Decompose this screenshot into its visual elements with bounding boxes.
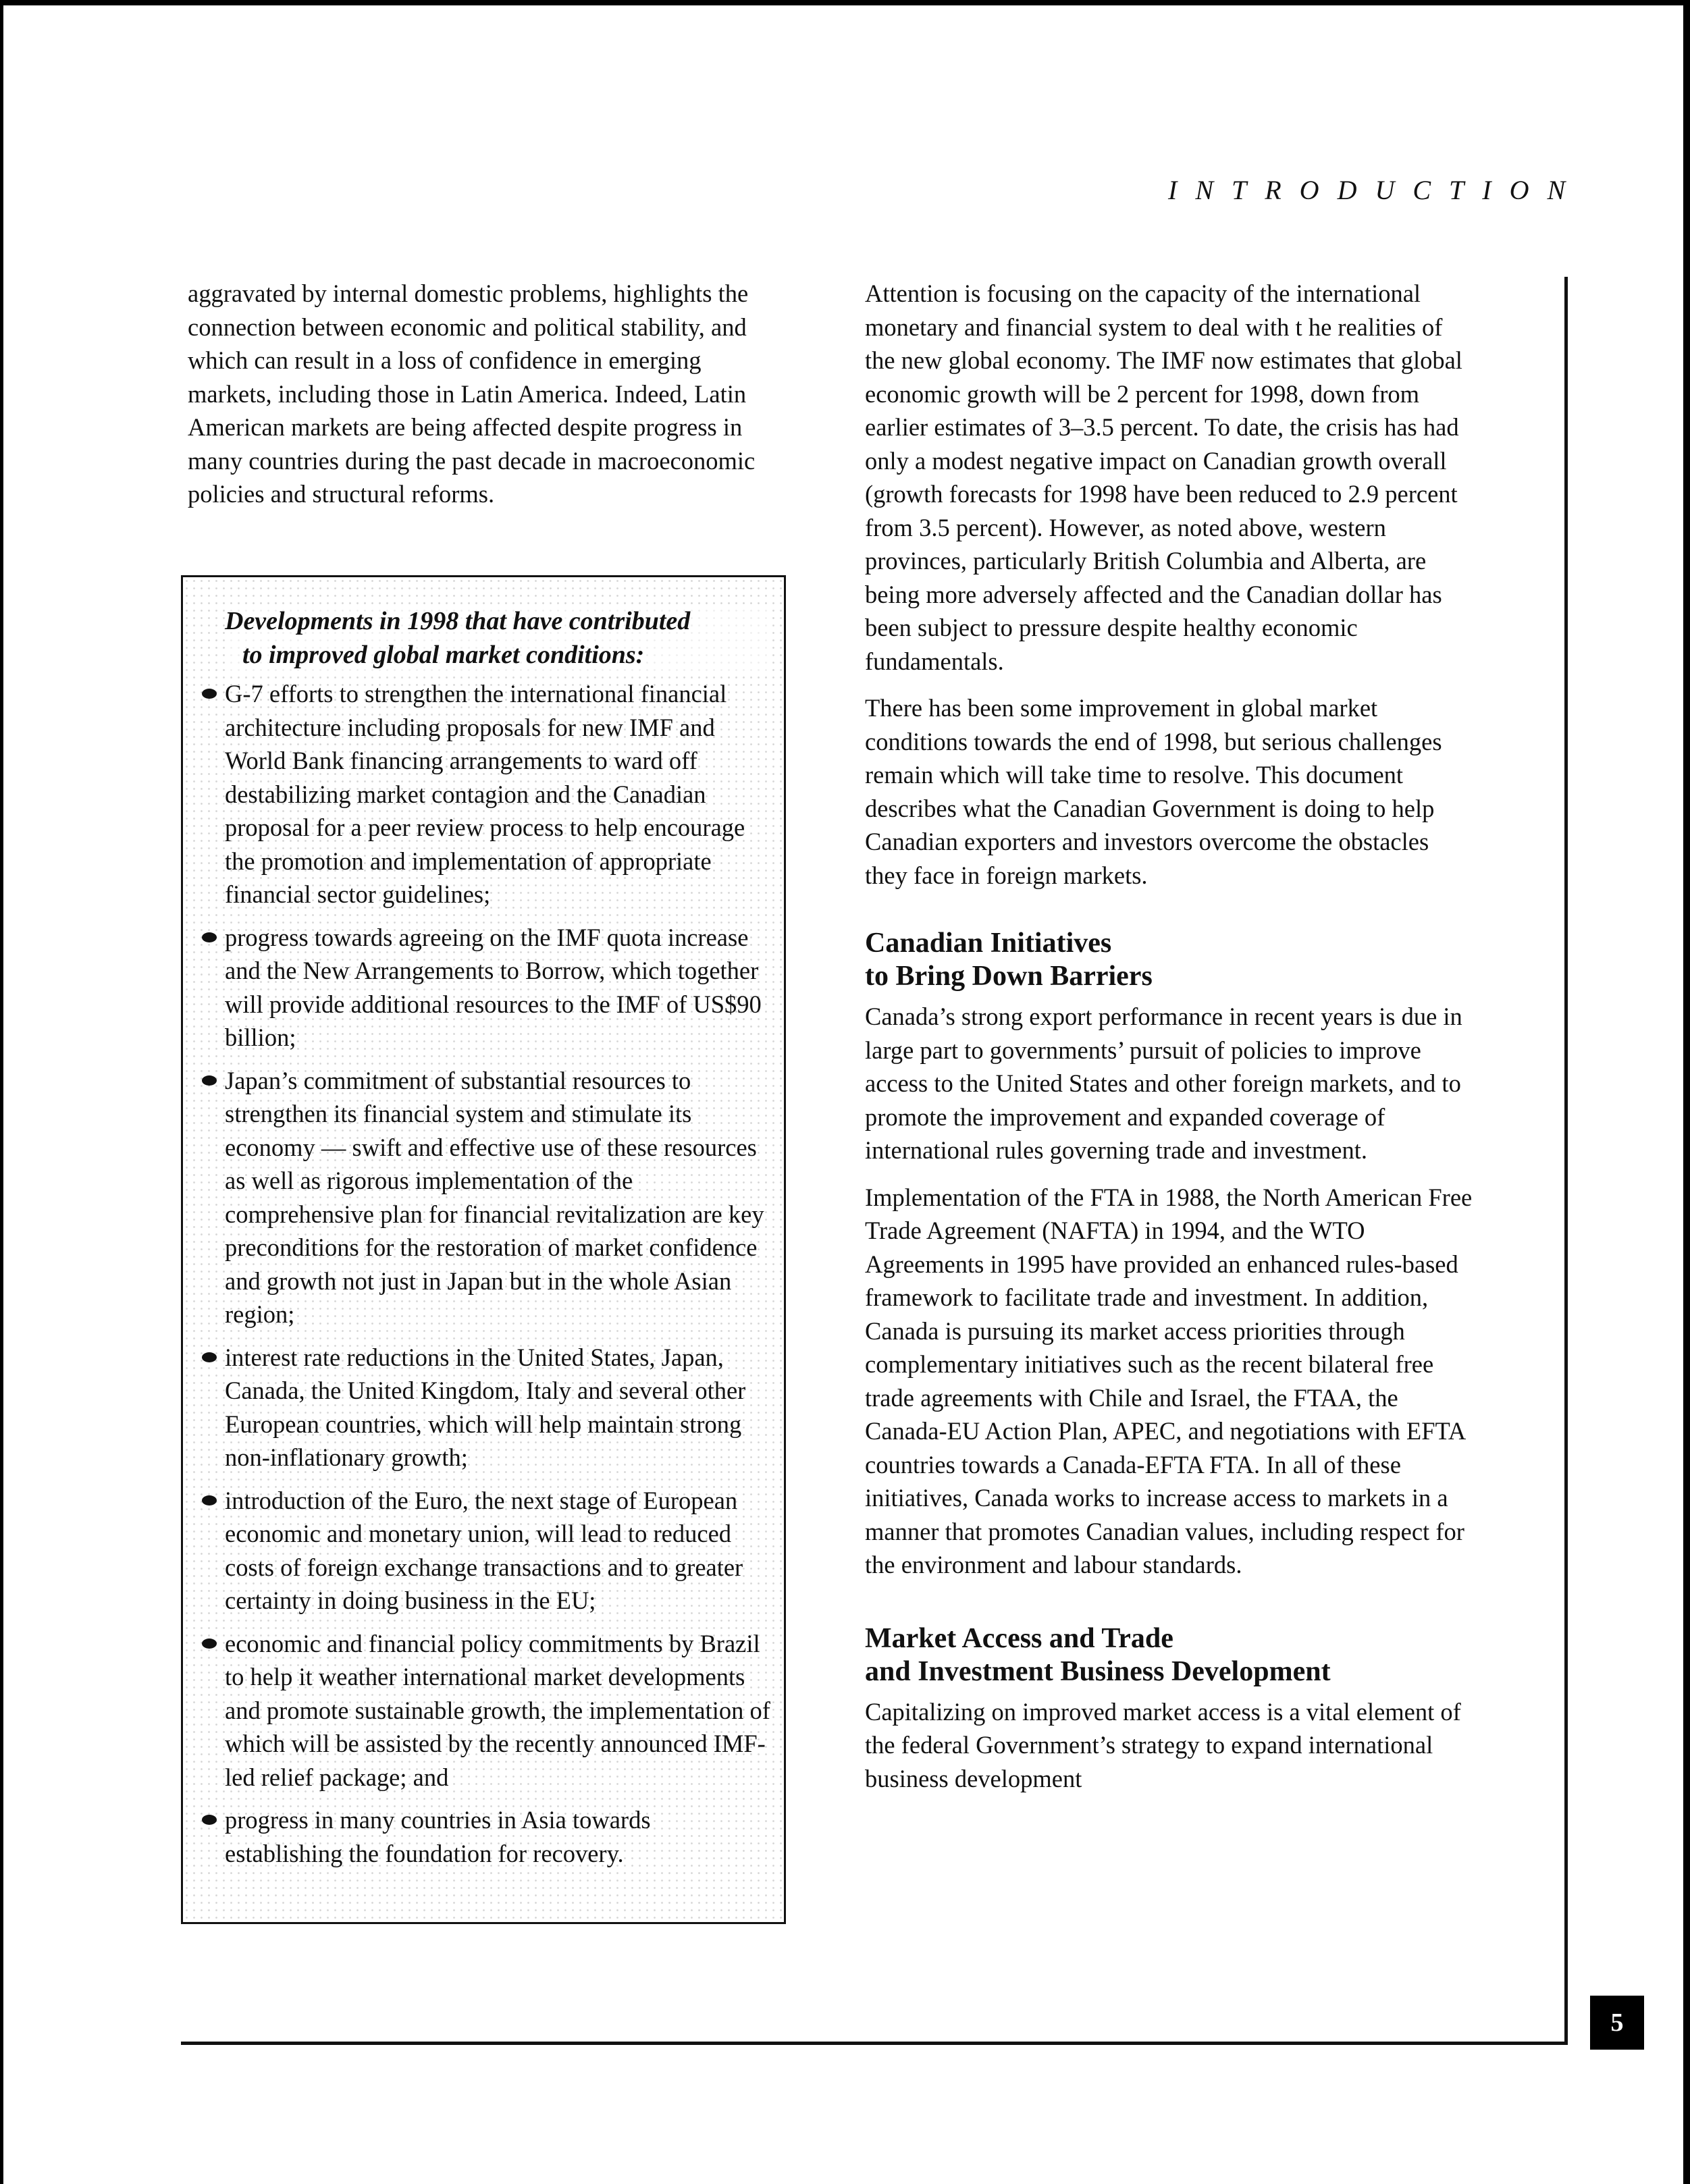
list-item: progress in many countries in Asia towards establishing the foundation for recovery. [202, 1803, 770, 1870]
bullet-icon [202, 1352, 217, 1362]
list-item: Japan’s commitment of substantial resources to strengthen its financial system and stimulate its economy — swift and effective use of these resources as well as rigorous implementation of the comprehensive plan for financial revitalization are key preconditions for the restoration of market confidence and growth not just in Japan but in the whole Asian region; [202, 1064, 770, 1331]
bullet-icon [202, 1075, 217, 1086]
section-heading-canadian-initiatives: Canadian Initiatives to Bring Down Barriers [865, 928, 1153, 992]
list-item: interest rate reductions in the United States, Japan, Canada, the United Kingdom, Italy and several other European countries, which will help maintain strong non-inflationary growth; [202, 1341, 770, 1474]
list-item: G-7 efforts to strengthen the international financial architecture including proposals for new IMF and World Bank financing arrangements to ward off destabilizing market contagion and the Canadian proposal for a peer review process to help encourage the promotion and implementation of appropriate financial sector guidelines; [202, 677, 770, 911]
bullet-icon [202, 1639, 217, 1649]
left-column [188, 277, 782, 525]
scan-edge-left [0, 0, 3, 2184]
bullet-icon [202, 932, 217, 942]
scan-edge-top [0, 0, 1690, 5]
list-item: introduction of the Euro, the next stage of European economic and monetary union, will lead to reduced costs of foreign exchange transactions and to greater certainty in doing business in the EU; [202, 1484, 770, 1618]
list-item: progress towards agreeing on the IMF quota increase and the New Arrangements to Borrow, which together will provide additional resources to the IMF of US$90 billion; [202, 921, 770, 1055]
right-paragraph-2: There has been some improvement in global market conditions towards the end of 1998, but serious challenges remain which will take time to resolve. This document describes what the Canadian Government is doing to help Canadian exporters and investors overcome the obstacles they face in foreign markets. [865, 694, 1442, 889]
left-paragraph: aggravated by internal domestic problems, highlights the connection between economic and political stability, and which can result in a loss of confidence in emerging markets, including those in Latin America. Indeed, Latin American markets are being affected despite progress in many countries during the past decade in macroeconomic policies and structural reforms. [188, 279, 756, 508]
running-head: INTRODUCTION [1168, 175, 1584, 205]
sidebar-box-list [202, 677, 770, 1870]
section1-paragraph-1: Canada’s strong export performance in recent years is due in large part to governments’ pursuit of policies to improve access to the United States and other foreign markets, and to promote the improvement and expanded coverage of international rules governing trade and investment. [865, 1003, 1462, 1164]
right-paragraph-1: Attention is focusing on the capacity of the international monetary and financial system to deal with t he realities of the new global economy. The IMF now estimates that global economic growth will be 2 percent for 1998, down from earlier estimates of 3–3.5 percent. To date, the crisis has had only a modest negative impact on Canadian growth overall (growth forecasts for 1998 have been reduced to 2.9 percent from 3.5 percent). However, as noted above, western provinces, particularly British Columbia and Alberta, are being more adversely affected and the Canadian dollar has been subject to pressure despite healthy economic fundamentals. [865, 279, 1462, 675]
section-heading-market-access: Market Access and Trade and Investment Business Development [865, 1622, 1331, 1687]
sidebar-box [181, 575, 786, 1924]
bullet-icon [202, 1815, 217, 1825]
right-column [865, 277, 1473, 1809]
page-number: 5 [1590, 1996, 1644, 2050]
bottom-horizontal-rule [181, 2042, 1568, 2045]
bullet-icon [202, 1495, 217, 1506]
sidebar-box-title [225, 604, 770, 672]
bullet-icon [202, 689, 217, 699]
section1-paragraph-2: Implementation of the FTA in 1988, the North American Free Trade Agreement (NAFTA) in 1994, and the WTO Agreements in 1995 have provided an enhanced rules-based framework to facilitate trade and investment. In addition, Canada is pursuing its market access priorities through complementary initiatives such as the recent bilateral free trade agreements with Chile and Israel, the FTAA, the Canada-EU Action Plan, APEC, and negotiations with EFTA countries towards a Canada-EFTA FTA. In all of these initiatives, Canada works to increase access to markets in a manner that promotes Canadian values, including respect for the environment and labour standards. [865, 1183, 1473, 1578]
sidebar-box-title-line1: Developments in 1998 that have contributed [225, 607, 691, 635]
list-item: economic and financial policy commitments by Brazil to help it weather international market developments and promote sustainable growth, the implementation of which will be assisted by the recently announced IMF-led relief package; and [202, 1627, 770, 1794]
right-vertical-rule [1564, 277, 1568, 2044]
sidebar-box-title-line2: to improved global market conditions: [242, 641, 645, 669]
section2-paragraph: Capitalizing on improved market access is a vital element of the federal Government’s strategy to expand international business development [865, 1697, 1461, 1792]
scan-edge-right [1683, 0, 1690, 2184]
